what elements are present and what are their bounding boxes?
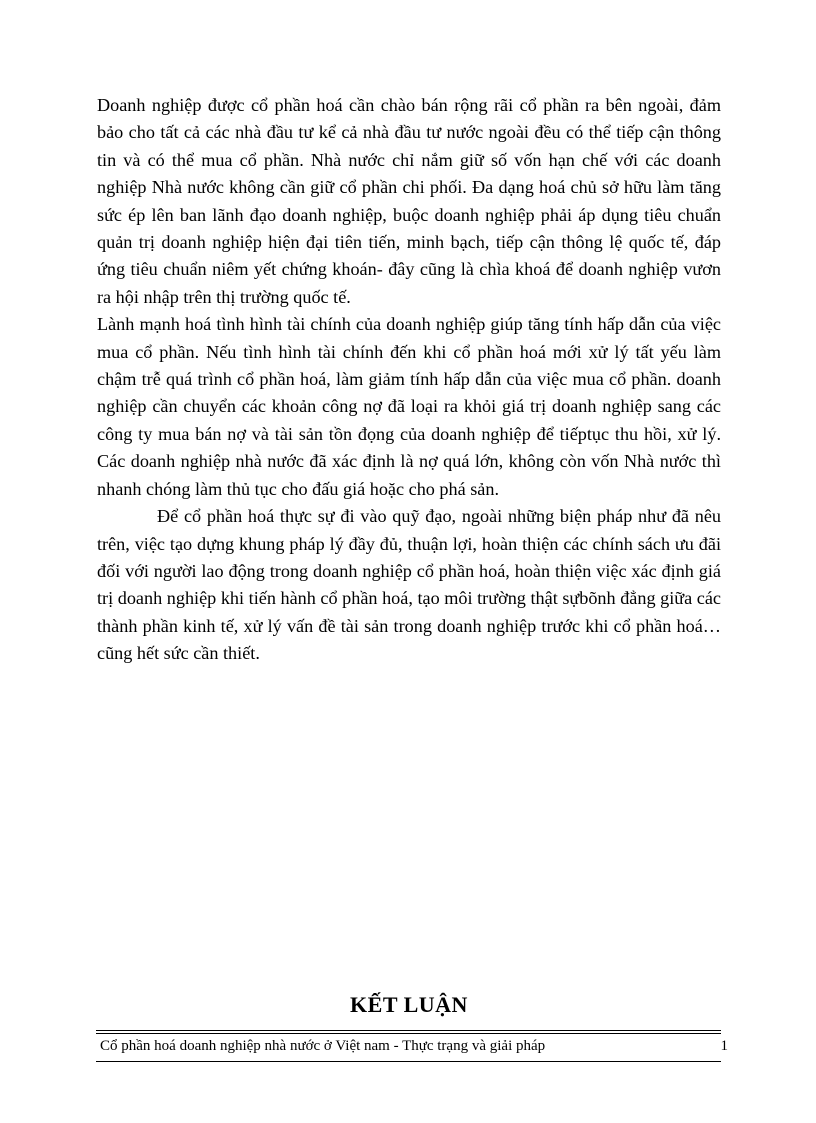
footer-rule-bottom <box>96 1061 721 1062</box>
footer-title: Cổ phần hoá doanh nghiệp nhà nước ở Việt nam - Thực trạng và giải pháp <box>100 1038 546 1054</box>
paragraph-financial-restructuring: Lành mạnh hoá tình hình tài chính của doanh nghiệp giúp tăng tính hấp dẫn của việc mua cổ phần. Nếu tình hình tài chính đến khi cổ phần hoá mới xử lý tất yếu làm chậm trễ quá trình cổ phần hoá, làm giảm tính hấp dẫn của việc mua cổ phần. doanh nghiệp cần chuyển các khoản công nợ đã loại ra khỏi giá trị doanh nghiệp sang các công ty mua bán nợ và tài sản tồn đọng của doanh nghiệp để tiếptục thu hồi, xử lý. Các doanh nghiệp nhà nước đã xác định là nợ quá lớn, không còn vốn Nhà nước thì nhanh chóng làm thủ tục cho đấu giá hoặc cho phá sản. <box>97 314 721 499</box>
page-number: 1 <box>720 1038 728 1054</box>
body-text <box>97 92 721 668</box>
footer-rule-top <box>96 1030 721 1031</box>
footer-rule-top-double <box>96 1033 721 1034</box>
paragraph-legal-framework: Để cổ phần hoá thực sự đi vào quỹ đạo, ngoài những biện pháp như đã nêu trên, việc tạo dựng khung pháp lý đầy đủ, thuận lợi, hoàn thiện các chính sách ưu đãi đối với người lao động trong doanh nghiệp cổ phần hoá, hoàn thiện việc xác định giá trị doanh nghiệp khi tiến hành cổ phần hoá, tạo môi trường thật sựbõnh đẳng giữa các thành phần kinh tế, xử lý vấn đề tài sản trong doanh nghiệp trước khi cổ phần hoá…cũng hết sức cần thiết. <box>97 506 721 664</box>
paragraph-equitization-offering: Doanh nghiệp được cổ phần hoá cần chào bán rộng rãi cổ phần ra bên ngoài, đảm bảo cho tất cả các nhà đầu tư kể cả nhà đầu tư nước ngoài đều có thể tiếp cận thông tin và có thể mua cổ phần. Nhà nước chỉ nắm giữ số vốn hạn chế với các doanh nghiệp Nhà nước không cần giữ cổ phần chi phối. Đa dạng hoá chủ sở hữu làm tăng sức ép lên ban lãnh đạo doanh nghiệp, buộc doanh nghiệp phải áp dụng tiêu chuẩn quản trị doanh nghiệp hiện đại tiên tiến, minh bạch, tiếp cận thông lệ quốc tế, đáp ứng tiêu chuẩn niêm yết chứng khoán- đây cũng là chìa khoá để doanh nghiệp vươn ra hội nhập trên thị trường quốc tế. <box>97 95 721 307</box>
section-title-conclusion: KẾT LUẬN <box>350 992 468 1017</box>
